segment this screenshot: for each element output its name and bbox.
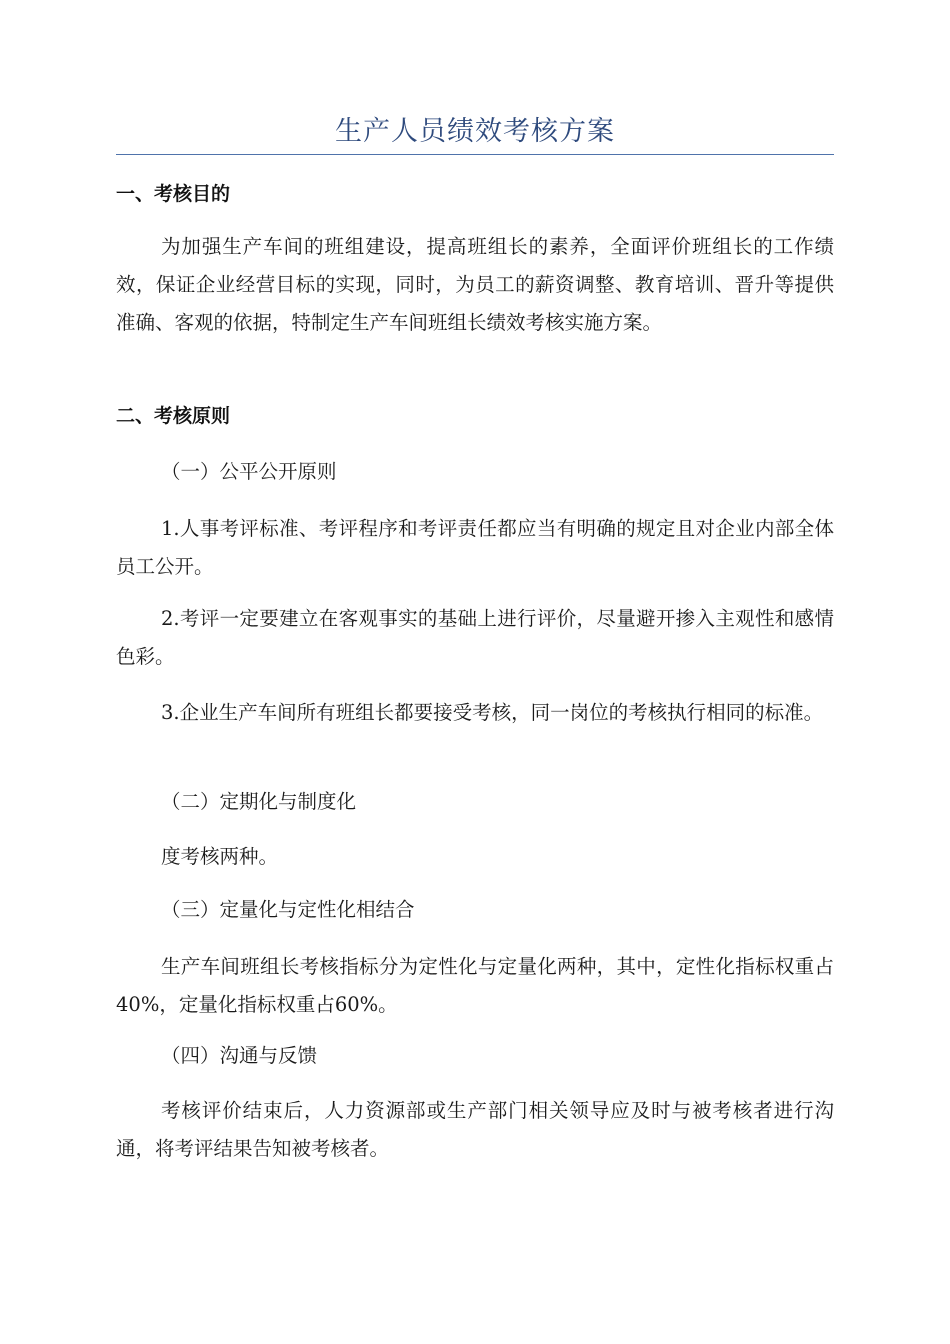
subheading-fairness: （一）公平公开原则 <box>161 460 337 483</box>
section-heading-principles: 二、考核原则 <box>116 405 231 427</box>
regularization-paragraph: 度考核两种。 <box>161 845 279 868</box>
purpose-paragraph: 为加强生产车间的班组建设，提高班组长的素养，全面评价班组长的工作绩效，保证企业经营目标的实现，同时，为员工的薪资调整、教育培训、晋升等提供准确、客观的依据，特制定生产车间班组长绩效考核实施方案。 <box>116 235 834 334</box>
fairness-item-2: 2.考评一定要建立在客观事实的基础上进行评价，尽量避开掺入主观性和感情色彩。 <box>116 607 834 668</box>
fairness-item-1: 1.人事考评标准、考评程序和考评责任都应当有明确的规定且对企业内部全体员工公开。 <box>116 517 834 578</box>
quant-qual-paragraph: 生产车间班组长考核指标分为定性化与定量化两种，其中，定性化指标权重占40%，定量化指标权重占60%。 <box>116 955 834 1016</box>
communication-paragraph: 考核评价结束后，人力资源部或生产部门相关领导应及时与被考核者进行沟通，将考评结果告知被考核者。 <box>116 1099 834 1160</box>
document-title: 生产人员绩效考核方案 <box>335 116 615 147</box>
fairness-item-3: 3.企业生产车间所有班组长都要接受考核，同一岗位的考核执行相同的标准。 <box>161 701 824 724</box>
title-underline <box>116 154 834 155</box>
section-heading-purpose: 一、考核目的 <box>116 183 231 205</box>
subheading-communication: （四）沟通与反馈 <box>161 1044 318 1067</box>
subheading-regularization: （二）定期化与制度化 <box>161 790 357 813</box>
subheading-quant-qual: （三）定量化与定性化相结合 <box>161 898 415 921</box>
